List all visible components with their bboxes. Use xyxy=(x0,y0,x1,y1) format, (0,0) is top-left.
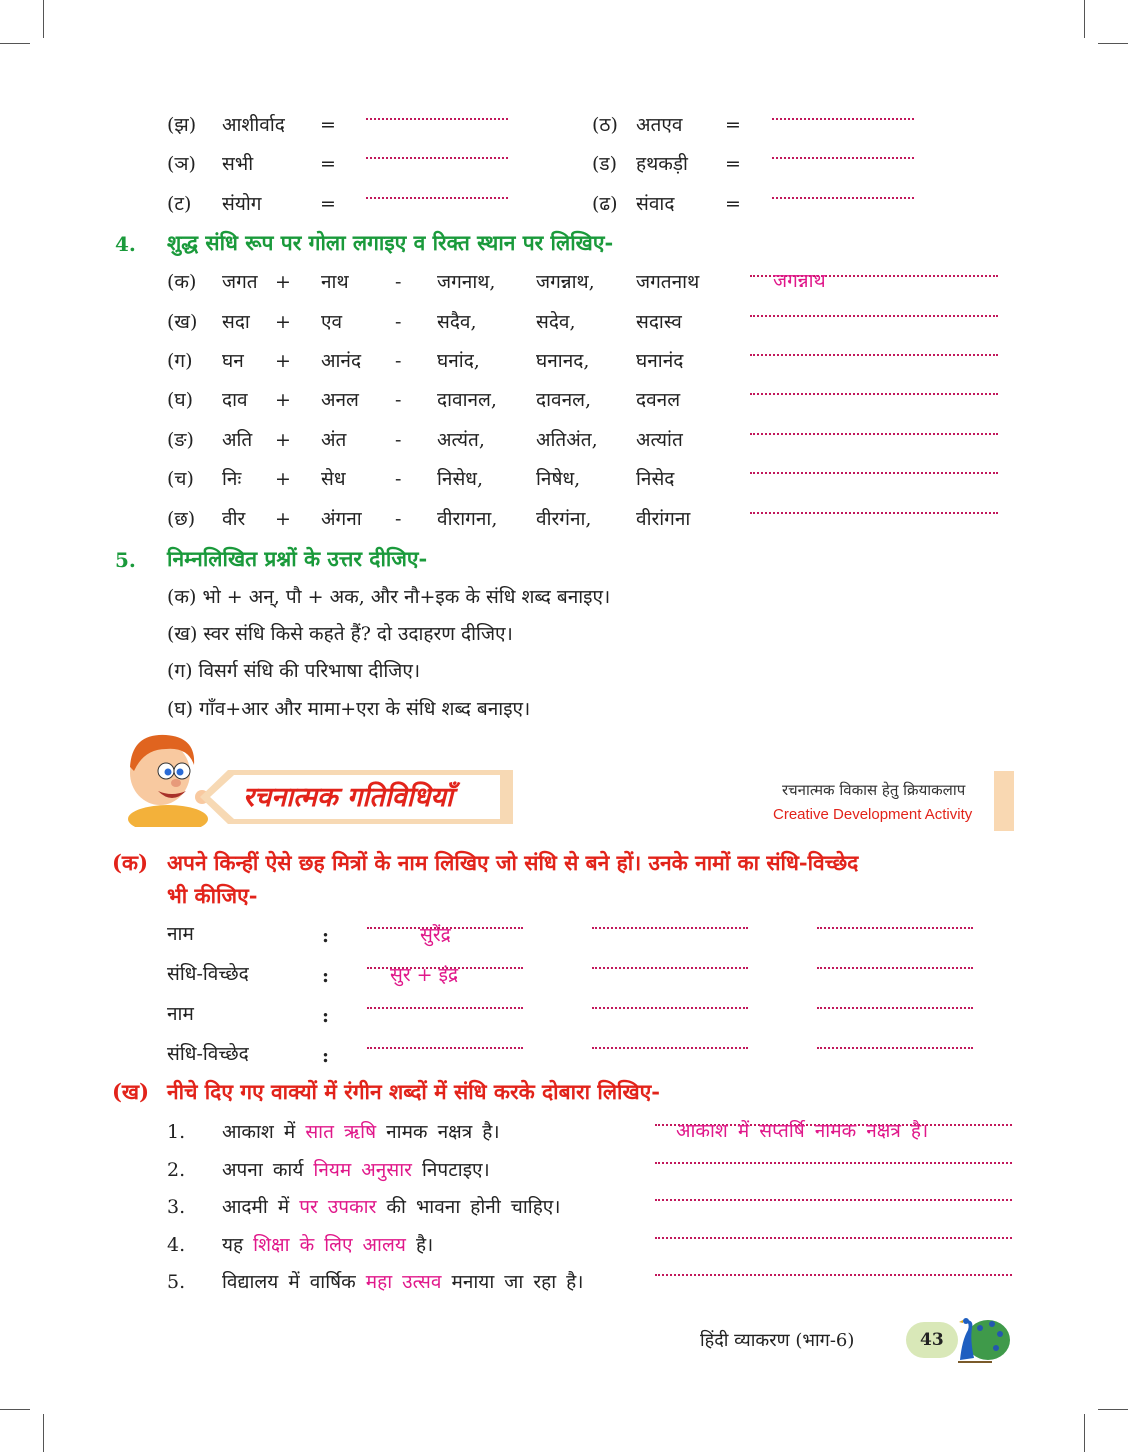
row-number: 1. xyxy=(167,1121,186,1143)
row-label: नाम xyxy=(167,923,194,945)
item-word: हथकड़ी xyxy=(636,153,688,175)
dash-sign: - xyxy=(395,389,402,411)
blank-line[interactable] xyxy=(592,1007,748,1009)
highlighted-words: शिक्षा के लिए आलय xyxy=(253,1234,406,1256)
word-a: दाव xyxy=(222,389,248,411)
option-3[interactable]: निसेद xyxy=(636,468,675,490)
dash-sign: - xyxy=(395,468,402,490)
item-label: (क) xyxy=(167,271,197,293)
row-number: 2. xyxy=(167,1159,186,1181)
sentence xyxy=(222,1233,433,1257)
blank-line[interactable] xyxy=(772,118,914,120)
option-3[interactable]: घनानंद xyxy=(636,350,684,372)
sentence-end: है। xyxy=(415,1234,434,1256)
word-b: एव xyxy=(321,311,343,333)
blank-line[interactable] xyxy=(772,157,914,159)
option-3[interactable]: सदास्व xyxy=(636,311,682,333)
blank-line[interactable] xyxy=(366,118,508,120)
equals-sign: = xyxy=(725,114,741,136)
item-label: (घ) xyxy=(167,389,194,411)
crop-mark xyxy=(1098,43,1128,44)
crop-mark xyxy=(43,1414,44,1452)
highlighted-words: सात ऋषि xyxy=(305,1121,377,1143)
option-1[interactable]: निसेध, xyxy=(437,468,484,490)
sentence-start: आदमी में xyxy=(222,1196,290,1218)
dash-sign: - xyxy=(395,429,402,451)
blank-line[interactable] xyxy=(367,1007,523,1009)
sentence-end: नामक नक्षत्र है। xyxy=(386,1121,500,1143)
activity-label: (ख) xyxy=(112,1079,150,1104)
blank-line[interactable] xyxy=(772,197,914,199)
equals-sign: = xyxy=(320,193,336,215)
colon: : xyxy=(322,1005,330,1027)
highlighted-words: महा उत्सव xyxy=(365,1271,442,1293)
footer-book-title: हिंदी व्याकरण (भाग-6) xyxy=(700,1330,855,1351)
banner-side-strip xyxy=(994,771,1014,831)
question-item: (घ) गाँव+आर और मामा+एरा के संधि शब्द बनाइए। xyxy=(167,698,531,720)
activity-text: भी कीजिए- xyxy=(167,883,258,908)
item-label: (ख) xyxy=(167,311,198,333)
highlighted-words: पर उपकार xyxy=(299,1196,377,1218)
item-label: (ट) xyxy=(167,193,192,215)
option-2[interactable]: निषेध, xyxy=(536,468,581,490)
colon: : xyxy=(322,1045,330,1067)
plus-sign: + xyxy=(275,508,291,530)
option-1[interactable]: जगनाथ, xyxy=(437,271,496,293)
option-2[interactable]: वीरगंना, xyxy=(536,508,592,530)
crop-mark xyxy=(1098,1409,1128,1410)
crop-mark xyxy=(43,0,44,38)
blank-line[interactable] xyxy=(366,197,508,199)
word-a: सदा xyxy=(222,311,250,333)
option-1[interactable]: घनांद, xyxy=(437,350,480,372)
blank-line[interactable] xyxy=(366,157,508,159)
word-b: अंगना xyxy=(321,508,362,530)
banner-subtitle-hindi: रचनात्मक विकास हेतु क्रियाकलाप xyxy=(782,781,966,799)
option-3[interactable]: वीरांगना xyxy=(636,508,691,530)
item-label: (छ) xyxy=(167,508,196,530)
item-label: (झ) xyxy=(167,114,197,136)
item-label: (ग) xyxy=(167,350,193,372)
question-item: (ग) विसर्ग संधि की परिभाषा दीजिए। xyxy=(167,660,421,682)
option-3[interactable]: अत्यांत xyxy=(636,429,683,451)
option-2[interactable]: सदेव, xyxy=(536,311,576,333)
answer-blank[interactable] xyxy=(750,354,998,356)
blank-line[interactable] xyxy=(817,1007,973,1009)
answer-blank[interactable] xyxy=(655,1199,1012,1201)
sentence-start: यह xyxy=(222,1234,244,1256)
question-title: निम्नलिखित प्रश्नों के उत्तर दीजिए- xyxy=(167,546,428,571)
blank-line[interactable] xyxy=(592,927,748,929)
option-2[interactable]: जगन्नाथ, xyxy=(536,271,595,293)
option-3[interactable]: दवनल xyxy=(636,389,681,411)
blank-line[interactable] xyxy=(817,967,973,969)
answer-blank[interactable] xyxy=(655,1162,1012,1164)
handwritten-answer: सुरेंद्र xyxy=(420,924,451,946)
answer-blank[interactable] xyxy=(750,433,998,435)
question-title: शुद्ध संधि रूप पर गोला लगाइए व रिक्त स्थान पर लिखिए- xyxy=(167,230,614,255)
dash-sign: - xyxy=(395,350,402,372)
sentence xyxy=(222,1158,490,1182)
blank-line[interactable] xyxy=(367,1047,523,1049)
answer-blank[interactable] xyxy=(655,1274,1012,1276)
row-label: संधि-विच्छेद xyxy=(167,1043,249,1065)
option-1[interactable]: वीरागना, xyxy=(437,508,498,530)
dash-sign: - xyxy=(395,271,402,293)
item-label: (ठ) xyxy=(592,114,618,136)
question-number: 5. xyxy=(115,548,136,572)
sentence-start: आकाश में xyxy=(222,1121,296,1143)
item-label: (ञ) xyxy=(167,153,196,175)
activity-text: नीचे दिए गए वाक्यों में रंगीन शब्दों में संधि करके दोबारा लिखिए- xyxy=(167,1079,661,1104)
option-2[interactable]: अतिअंत, xyxy=(536,429,598,451)
word-a: वीर xyxy=(222,508,246,530)
highlighted-words: नियम अनुसार xyxy=(313,1159,412,1181)
handwritten-answer: जगन्नाथ xyxy=(773,270,826,292)
plus-sign: + xyxy=(275,468,291,490)
answer-blank[interactable] xyxy=(655,1237,1012,1239)
handwritten-answer: आकाश में सप्तर्षि नामक नक्षत्र है। xyxy=(676,1120,929,1142)
answer-blank[interactable] xyxy=(750,315,998,317)
row-number: 5. xyxy=(167,1271,186,1293)
crop-mark xyxy=(1084,0,1085,38)
word-a: जगत xyxy=(222,271,258,293)
dash-sign: - xyxy=(395,508,402,530)
row-number: 4. xyxy=(167,1234,186,1256)
row-label: नाम xyxy=(167,1003,194,1025)
option-2[interactable]: घनानद, xyxy=(536,350,590,372)
crop-mark xyxy=(1084,1414,1085,1452)
colon: : xyxy=(322,925,330,947)
equals-sign: = xyxy=(725,153,741,175)
question-item: (क) भो + अन्, पौ + अक, और नौ+इक के संधि शब्द बनाइए। xyxy=(167,586,611,608)
plus-sign: + xyxy=(275,271,291,293)
equals-sign: = xyxy=(320,114,336,136)
activity-label: (क) xyxy=(112,850,148,875)
sentence-end: मनाया जा रहा है। xyxy=(451,1271,584,1293)
item-label: (ङ) xyxy=(167,429,194,451)
option-1[interactable]: अत्यंत, xyxy=(437,429,485,451)
word-a: निः xyxy=(222,468,242,490)
word-b: आनंद xyxy=(321,350,362,372)
answer-blank[interactable] xyxy=(750,512,998,514)
equals-sign: = xyxy=(320,153,336,175)
word-a: अति xyxy=(222,429,253,451)
item-word: आशीर्वाद xyxy=(222,114,285,136)
option-2[interactable]: दावनल, xyxy=(536,389,592,411)
activity-text: अपने किन्हीं ऐसे छह मित्रों के नाम लिखिए जो संधि से बने हों। उनके नामों का संधि-विच्छेद xyxy=(167,850,859,875)
question-number: 4. xyxy=(115,232,136,256)
colon: : xyxy=(322,965,330,987)
word-b: नाथ xyxy=(321,271,349,293)
answer-blank[interactable] xyxy=(750,393,998,395)
plus-sign: + xyxy=(275,389,291,411)
crop-mark xyxy=(0,1409,30,1410)
row-label: संधि-विच्छेद xyxy=(167,963,249,985)
plus-sign: + xyxy=(275,350,291,372)
plus-sign: + xyxy=(275,311,291,333)
sentence xyxy=(222,1120,500,1144)
item-label: (ड) xyxy=(592,153,617,175)
item-label: (ढ) xyxy=(592,193,618,215)
word-a: घन xyxy=(222,350,244,372)
item-word: सभी xyxy=(222,153,254,175)
crop-mark xyxy=(0,43,30,44)
sentence xyxy=(222,1195,561,1219)
plus-sign: + xyxy=(275,429,291,451)
dash-sign: - xyxy=(395,311,402,333)
question-item: (ख) स्वर संधि किसे कहते हैं? दो उदाहरण दीजिए। xyxy=(167,623,513,645)
item-label: (च) xyxy=(167,468,194,490)
sentence-end: निपटाइए। xyxy=(421,1159,490,1181)
banner-subtitle-english: Creative Development Activity xyxy=(773,806,973,823)
blank-line[interactable] xyxy=(592,967,748,969)
blank-line[interactable] xyxy=(817,1047,973,1049)
word-b: अनल xyxy=(321,389,359,411)
sentence-start: अपना कार्य xyxy=(222,1159,304,1181)
item-word: संवाद xyxy=(636,193,675,215)
option-1[interactable]: सदैव, xyxy=(437,311,477,333)
blank-line[interactable] xyxy=(592,1047,748,1049)
row-number: 3. xyxy=(167,1196,186,1218)
page-number: 43 xyxy=(920,1330,944,1350)
sentence xyxy=(222,1270,583,1294)
peacock-illustration xyxy=(948,1310,1010,1368)
item-word: अतएव xyxy=(636,114,683,136)
sentence-start: विद्यालय में वार्षिक xyxy=(222,1271,356,1293)
equals-sign: = xyxy=(725,193,741,215)
item-word: संयोग xyxy=(222,193,262,215)
sentence-end: की भावना होनी चाहिए। xyxy=(386,1196,561,1218)
banner-title: रचनात्मक गतिविधियाँ xyxy=(243,782,453,813)
word-b: सेध xyxy=(321,468,346,490)
option-1[interactable]: दावानल, xyxy=(437,389,497,411)
word-b: अंत xyxy=(321,429,347,451)
answer-blank[interactable] xyxy=(750,472,998,474)
handwritten-answer: सुर + इंद्र xyxy=(390,964,459,986)
blank-line[interactable] xyxy=(817,927,973,929)
option-3[interactable]: जगतनाथ xyxy=(636,271,700,293)
